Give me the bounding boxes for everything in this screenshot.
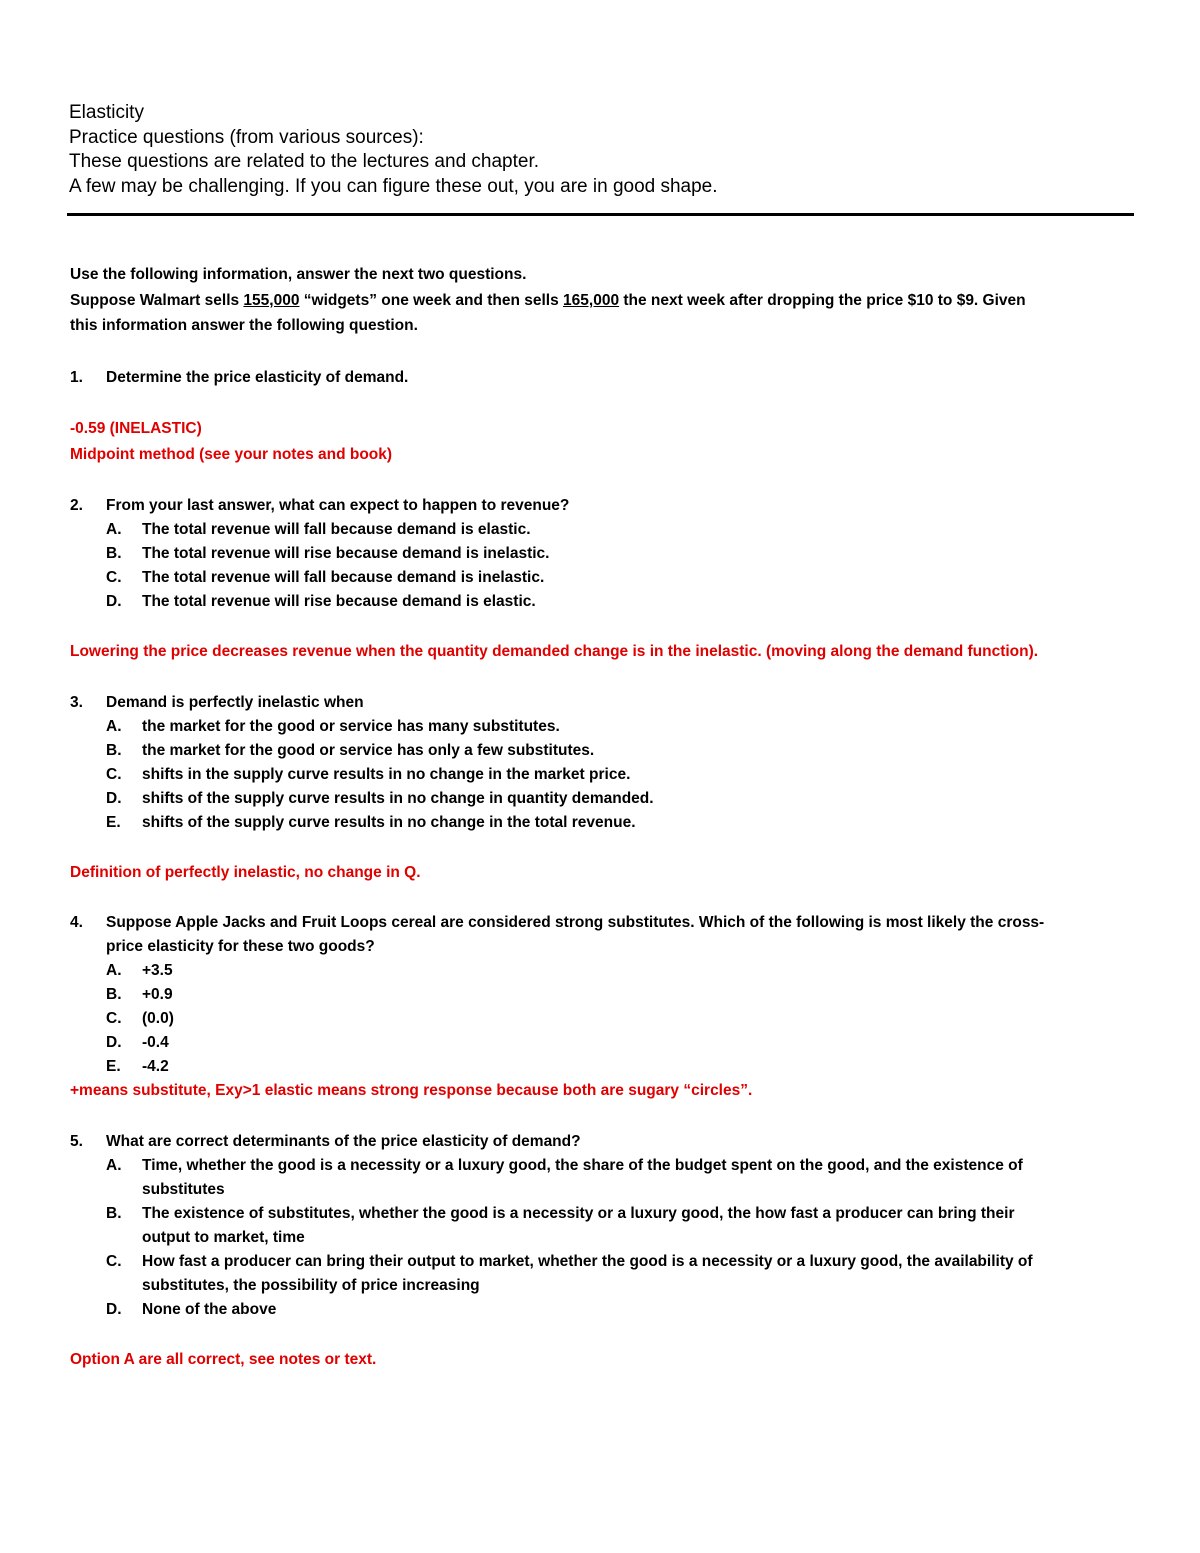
q4-option-letter: B. (106, 986, 122, 1003)
q2-option-text: The total revenue will fall because demand is inelastic. (142, 569, 545, 586)
q4-option-letter: C. (106, 1010, 122, 1027)
q4-number: 4. (70, 914, 83, 931)
intro-line-1: Use the following information, answer the next two questions. (70, 266, 527, 283)
header-note-1: These questions are related to the lectures and chapter. (69, 151, 540, 172)
q5-option-text-cont: substitutes (142, 1181, 225, 1198)
q4-option-letter: E. (106, 1058, 121, 1075)
sales-week-2: 165,000 (563, 292, 620, 309)
q4-option-text: -4.2 (142, 1058, 169, 1075)
q1-number: 1. (70, 369, 83, 386)
q3-option-text: the market for the good or service has only a few substitutes. (142, 742, 595, 759)
q5-option-text: How fast a producer can bring their output to market, whether the good is a necessity or a luxury good, the availability of (142, 1253, 1033, 1270)
intro-text-c: the next week after dropping the price $10 to $9. Given (619, 292, 1026, 309)
q4-option-letter: A. (106, 962, 122, 979)
q5-text: What are correct determinants of the price elasticity of demand? (106, 1133, 581, 1150)
document-title: Elasticity (69, 102, 144, 123)
intro-text-a: Suppose Walmart sells (70, 292, 244, 309)
intro-line-3: this information answer the following question. (70, 317, 418, 334)
q2-option-letter: C. (106, 569, 122, 586)
q1-answer-2: Midpoint method (see your notes and book) (70, 446, 393, 463)
q4-option-text: (0.0) (142, 1010, 174, 1027)
q4-option-text: -0.4 (142, 1034, 169, 1051)
q5-option-letter: D. (106, 1301, 122, 1318)
document-subtitle: Practice questions (from various sources): (69, 126, 424, 148)
q3-number: 3. (70, 694, 83, 711)
q2-option-text: The total revenue will rise because demand is elastic. (142, 593, 536, 610)
header-note-2: A few may be challenging. If you can figure these out, you are in good shape. (69, 175, 718, 197)
q5-answer: Option A are all correct, see notes or text. (70, 1351, 377, 1368)
q3-option-text: shifts in the supply curve results in no change in the market price. (142, 766, 631, 783)
q3-option-text: the market for the good or service has many substitutes. (142, 718, 560, 735)
q3-option-letter: A. (106, 718, 122, 735)
q5-number: 5. (70, 1133, 83, 1150)
q2-option-text: The total revenue will rise because demand is inelastic. (142, 545, 550, 562)
q5-option-text: Time, whether the good is a necessity or a luxury good, the share of the budget spent on the good, and the existence of (142, 1157, 1023, 1174)
intro-text-b: “widgets” one week and then sells (299, 292, 564, 309)
q4-text-2: price elasticity for these two goods? (106, 938, 375, 955)
q3-option-letter: E. (106, 814, 121, 831)
q3-option-letter: B. (106, 742, 122, 759)
q4-option-text: +0.9 (142, 986, 173, 1003)
q4-text-1: Suppose Apple Jacks and Fruit Loops cereal are considered strong substitutes. Which of the following is most likely the cross- (106, 914, 1045, 931)
q2-option-letter: B. (106, 545, 122, 562)
q4-option-letter: D. (106, 1034, 122, 1051)
sales-week-1: 155,000 (243, 292, 300, 309)
q4-answer: +means substitute, Exy>1 elastic means strong response because both are sugary “circles”. (70, 1082, 753, 1099)
q4-option-text: +3.5 (142, 962, 173, 979)
q2-option-text: The total revenue will fall because demand is elastic. (142, 521, 531, 538)
q3-option-text: shifts of the supply curve results in no change in the total revenue. (142, 814, 636, 831)
q3-option-text: shifts of the supply curve results in no change in quantity demanded. (142, 790, 654, 807)
q3-text: Demand is perfectly inelastic when (106, 694, 364, 711)
q5-option-letter: B. (106, 1205, 122, 1222)
q5-option-letter: A. (106, 1157, 122, 1174)
q5-option-text: None of the above (142, 1301, 277, 1318)
q2-option-letter: D. (106, 593, 122, 610)
q2-number: 2. (70, 497, 83, 514)
q3-option-letter: D. (106, 790, 122, 807)
q3-answer: Definition of perfectly inelastic, no change in Q. (70, 864, 421, 881)
header-divider (67, 213, 1134, 216)
q5-option-letter: C. (106, 1253, 122, 1270)
q1-answer-1: -0.59 (INELASTIC) (70, 420, 202, 437)
intro-line-2 (70, 292, 1026, 310)
q5-option-text-cont: substitutes, the possibility of price increasing (142, 1277, 480, 1294)
document-header (69, 101, 1133, 199)
q1-text: Determine the price elasticity of demand. (106, 369, 409, 386)
q2-text: From your last answer, what can expect to happen to revenue? (106, 497, 570, 514)
q5-option-text-cont: output to market, time (142, 1229, 305, 1246)
q5-option-text: The existence of substitutes, whether the good is a necessity or a luxury good, the how fast a producer can bring their (142, 1205, 1015, 1222)
q2-answer: Lowering the price decreases revenue when the quantity demanded change is in the inelastic. (moving along the demand function). (70, 643, 1039, 660)
q2-option-letter: A. (106, 521, 122, 538)
q3-option-letter: C. (106, 766, 122, 783)
